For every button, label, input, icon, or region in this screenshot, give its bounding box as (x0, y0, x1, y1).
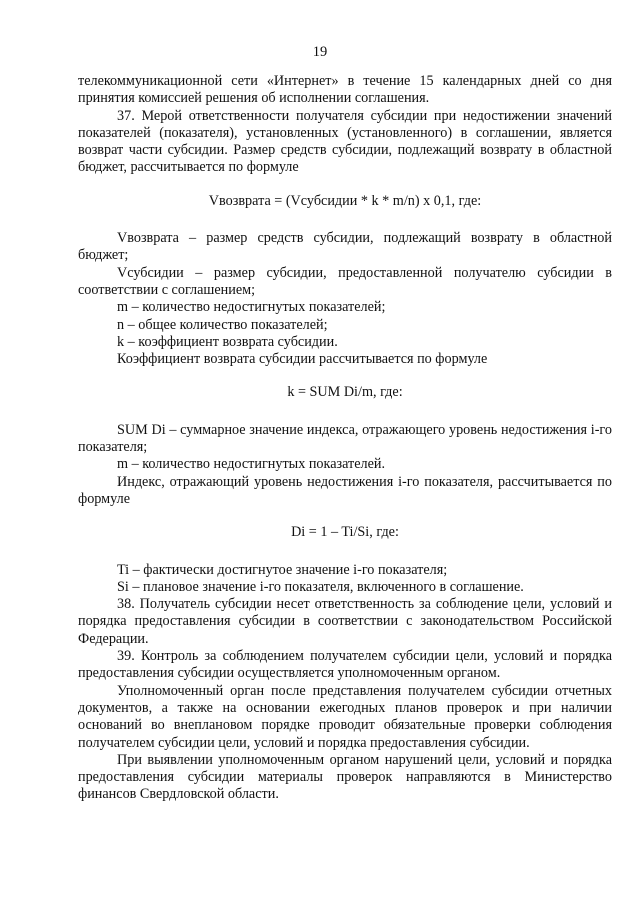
formula-refund-amount: Vвозврата = (Vсубсидии * k * m/n) x 0,1, где: (208, 192, 482, 209)
document-body (78, 73, 612, 804)
definition-ti: Ti – фактически достигнутое значение i-го показателя; (117, 561, 448, 578)
paragraph-38: 38. Получатель субсидии несет ответственность за соблюдение цели, условий и порядка предоставления субсидии в соответствии с законодательством Российской Федерации. (78, 596, 612, 647)
paragraph-di-intro: Индекс, отражающий уровень недостижения i-го показателя, рассчитывается по формуле (78, 473, 612, 507)
paragraph-violations: При выявлении уполномоченным органом нарушений цели, условий и порядка предоставления субсидии материалы проверок направляются в Министерство финансов Свердловской области. (78, 751, 612, 803)
formula-di: Di = 1 – Ti/Si, где: (291, 524, 399, 541)
definition-si: Si – плановое значение i-го показателя, включенного в соглашение. (117, 578, 524, 595)
formula-k: k = SUM Di/m, где: (287, 384, 403, 401)
definition-v-subsidy: Vсубсидии – размер субсидии, предоставленной получателю субсидии в соответствии с соглашением; (78, 264, 612, 298)
paragraph-inspections: Уполномоченный орган после представления получателем субсидии отчетных документов, а также на основании ежегодных планов проверок и при наличии оснований во внеплановом порядке проводит обязательные проверки соблюдения получателем субсидии цели, условий и порядка предоставления субсидии. (78, 682, 612, 751)
definition-n: n – общее количество показателей; (117, 316, 328, 333)
paragraph-continuation: телекоммуникационной сети «Интернет» в течение 15 календарных дней со дня принятия комиссией решения об исполнении соглашения. (78, 73, 612, 107)
definition-v-refund: Vвозврата – размер средств субсидии, подлежащий возврату в областной бюджет; (78, 230, 612, 264)
page-number: 19 (312, 44, 328, 60)
definition-m-2: m – количество недостигнутых показателей. (117, 456, 386, 473)
definition-m: m – количество недостигнутых показателей; (117, 299, 386, 316)
paragraph-37: 37. Мерой ответственности получателя субсидии при недостижении значений показателей (показателя), установленных (установленного) в соглашении, является возврат части субсидии. Размер средств субсидии, подлежащий возврату в областной бюджет, рассчитывается по формуле (78, 107, 612, 176)
paragraph-k-intro: Коэффициент возврата субсидии рассчитывается по формуле (117, 351, 488, 368)
definition-k: k – коэффициент возврата субсидии. (117, 333, 338, 350)
definition-sum-di: SUM Di – суммарное значение индекса, отражающего уровень недостижения i-го показателя; (78, 421, 612, 456)
paragraph-39: 39. Контроль за соблюдением получателем субсидии цели, условий и порядка предоставления субсидии осуществляется уполномоченным органом. (78, 648, 612, 682)
